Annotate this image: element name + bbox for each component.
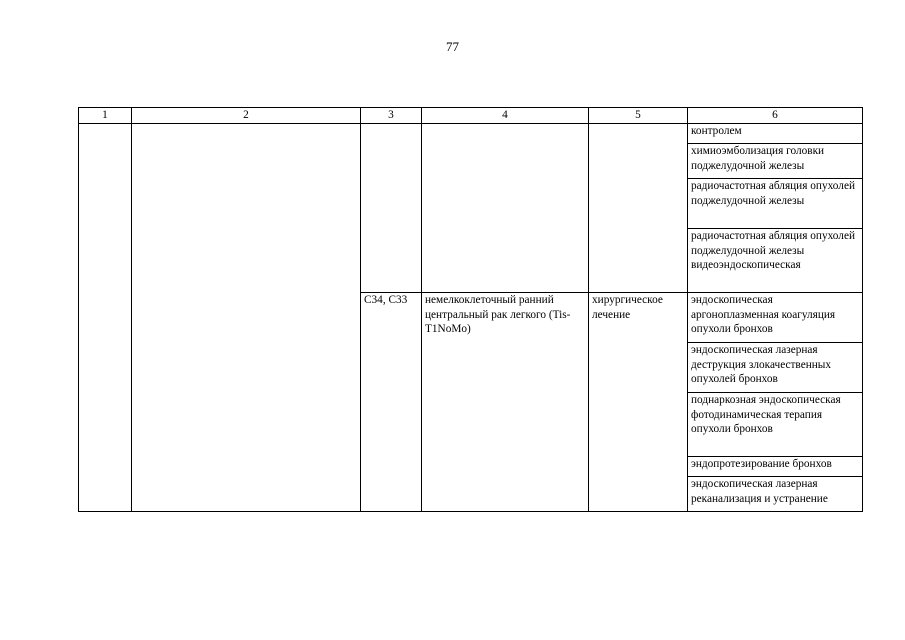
method-cell: эндоскопическая лазерная деструкция злокачественных опухолей бронхов	[688, 343, 863, 393]
method-cell: поднаркозная эндоскопическая фотодинамическая терапия опухоли бронхов	[688, 393, 863, 457]
method-cell: эндоскопическая аргоноплазменная коагуляция опухоли бронхов	[688, 293, 863, 343]
header-col-3: 3	[361, 108, 422, 124]
table-header-row	[79, 108, 863, 124]
header-col-2: 2	[132, 108, 361, 124]
method-cell: химиоэмболизация головки поджелудочной железы	[688, 144, 863, 179]
method-cell: эндопротезирование бронхов	[688, 457, 863, 477]
table-row	[79, 124, 863, 144]
cell-treatment-type: хирургическое лечение	[589, 293, 688, 512]
header-col-6: 6	[688, 108, 863, 124]
cell-col-3-group-1	[361, 124, 422, 293]
cell-col-5-group-1	[589, 124, 688, 293]
cell-diagnosis: немелкоклеточный ранний центральный рак легкого (Tis-T1NoMo)	[422, 293, 589, 512]
cell-col-4-group-1	[422, 124, 589, 293]
method-cell: радиочастотная абляция опухолей поджелудочной железы видеоэндоскопическая	[688, 229, 863, 293]
header-col-5: 5	[589, 108, 688, 124]
method-cell: радиочастотная абляция опухолей поджелудочной железы	[688, 179, 863, 229]
header-col-1: 1	[79, 108, 132, 124]
method-cell: эндоскопическая лазерная реканализация и устранение	[688, 477, 863, 512]
header-col-4: 4	[422, 108, 589, 124]
document-table	[78, 107, 863, 512]
method-cell: контролем	[688, 124, 863, 144]
cell-col-2	[132, 124, 361, 512]
page-number: 77	[446, 39, 459, 54]
cell-icd-codes: C34, C33	[361, 293, 422, 512]
cell-col-1	[79, 124, 132, 512]
